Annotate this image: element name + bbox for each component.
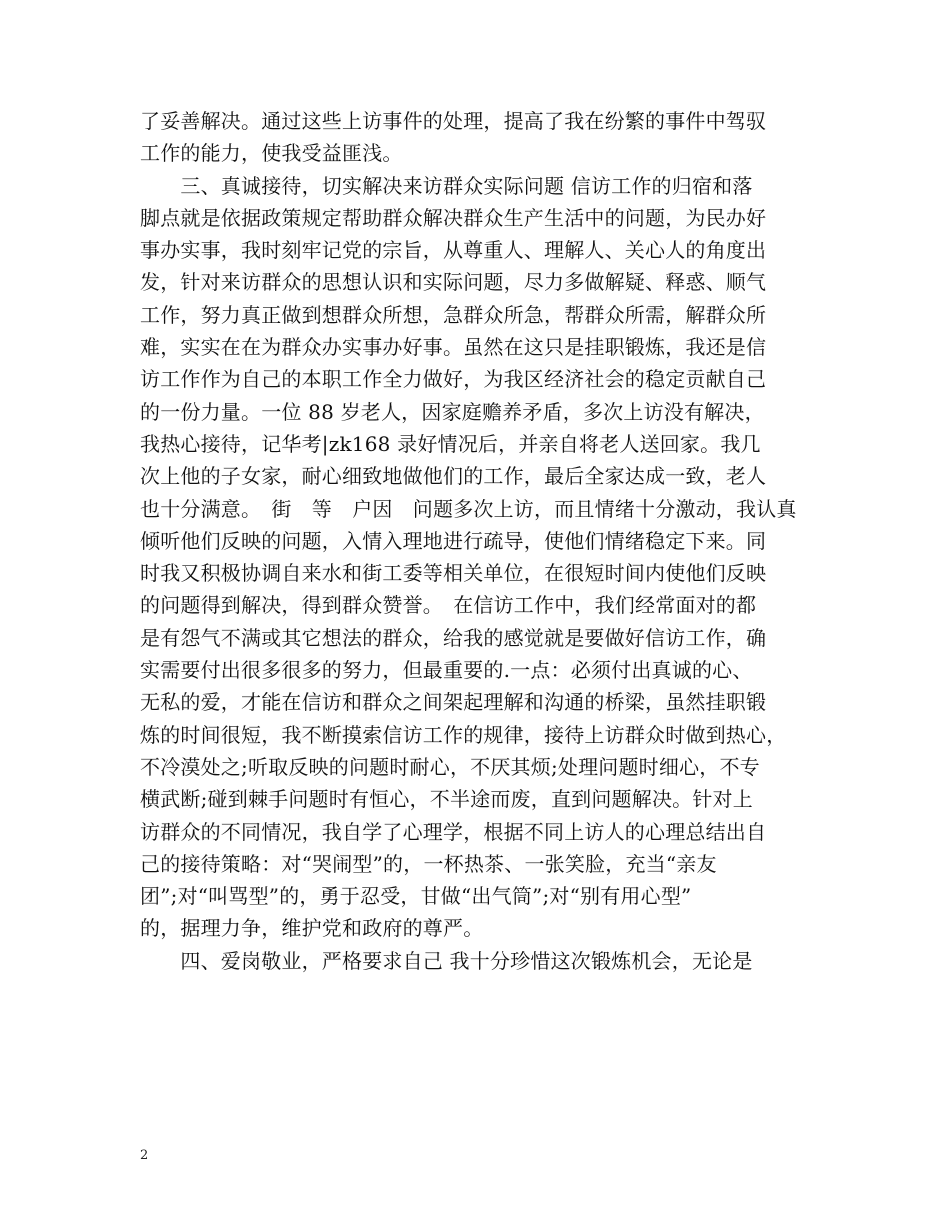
page-number: 2 xyxy=(140,1148,149,1163)
text-line: 我热心接待，记华考|zk168 录好情况后，并亲自将老人送回家。我几 xyxy=(140,431,761,456)
text-line: 事办实事，我时刻牢记党的宗旨，从尊重人、理解人、关心人的角度出 xyxy=(140,238,767,263)
text-line: 难，实实在在为群众办实事办好事。虽然在这只是挂职锻炼，我还是信 xyxy=(140,335,767,360)
text-line: 团”;对“叫骂型”的，勇于忍受，甘做“出气筒”;对“别有用心型” xyxy=(140,884,692,909)
text-line: 的一份力量。一位 88 岁老人，因家庭赡养矛盾，多次上访没有解决， xyxy=(140,399,765,424)
text-line: 是有怨气不满或其它想法的群众，给我的感觉就是要做好信访工作，确 xyxy=(140,625,767,650)
text-line: 也十分满意。 街 等 户因 问题多次上访，而且情绪十分激动，我认真 xyxy=(140,496,797,521)
text-line: 的，据理力争，维护党和政府的尊严。 xyxy=(140,916,484,941)
text-line: 四、爱岗敬业，严格要求自己 我十分珍惜这次锻炼机会，无论是 xyxy=(140,948,753,973)
text-line: 横武断;碰到棘手问题时有恒心，不半途而废，直到问题解决。针对上 xyxy=(140,787,753,812)
text-line: 不冷漠处之;听取反映的问题时耐心，不厌其烦;处理问题时细心，不专 xyxy=(140,754,760,779)
text-line: 无私的爱，才能在信访和群众之间架起理解和沟通的桥梁，虽然挂职锻 xyxy=(140,690,767,715)
body-text xyxy=(140,105,830,977)
text-line: 脚点就是依据政策规定帮助群众解决群众生产生活中的问题，为民办好 xyxy=(140,205,767,230)
text-line: 实需要付出很多很多的努力，但最重要的.一点：必须付出真诚的心、 xyxy=(140,658,753,683)
text-line: 访群众的不同情况，我自学了心理学，根据不同上访人的心理总结出自 xyxy=(140,819,767,844)
text-line: 访工作作为自己的本职工作全力做好，为我区经济社会的稳定贡献自己 xyxy=(140,367,767,392)
text-line: 工作，努力真正做到想群众所想，急群众所急，帮群众所需，解群众所 xyxy=(140,302,767,327)
text-line: 己的接待策略：对“哭闹型”的，一杯热茶、一张笑脸，充当“亲友 xyxy=(140,851,717,876)
text-line: 了妥善解决。通过这些上访事件的处理，提高了我在纷繁的事件中驾驭 xyxy=(140,109,767,133)
text-line: 时我又积极协调自来水和街工委等相关单位，在很短时间内使他们反映 xyxy=(140,561,767,586)
text-line: 工作的能力，使我受益匪浅。 xyxy=(140,141,403,166)
text-line: 次上他的子女家，耐心细致地做他们的工作，最后全家达成一致，老人 xyxy=(140,464,767,489)
text-line: 三、真诚接待，切实解决来访群众实际问题 信访工作的归宿和落 xyxy=(140,173,753,198)
text-line: 炼的时间很短，我不断摸索信访工作的规律，接待上访群众时做到热心， xyxy=(140,722,787,747)
text-line: 的问题得到解决，得到群众赞誉。 在信访工作中，我们经常面对的都 xyxy=(140,593,757,618)
text-line: 倾听他们反映的问题，入情入理地进行疏导，使他们情绪稳定下来。同 xyxy=(140,528,767,553)
text-line: 发，针对来访群众的思想认识和实际问题，尽力多做解疑、释惑、顺气 xyxy=(140,270,767,295)
